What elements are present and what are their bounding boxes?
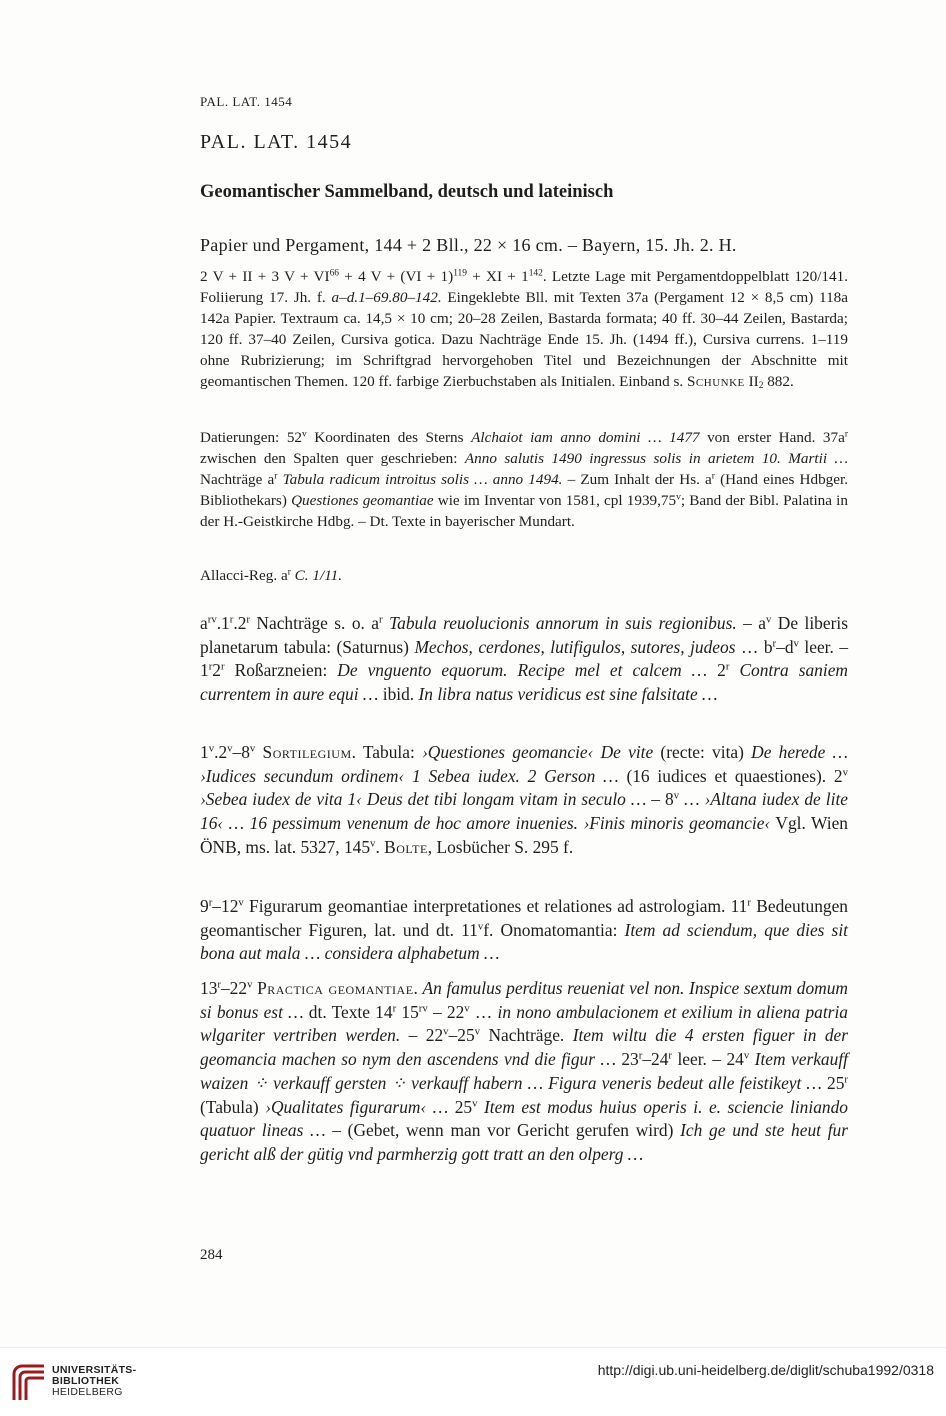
document-id: PAL. LAT. 1454 (200, 131, 353, 153)
logo-text-line-3: HEIDELBERG (52, 1386, 123, 1398)
page-number: 284 (200, 1247, 223, 1263)
content-paragraph-3: 9$^r$–12$^v$ Figurarum geomantiae interpretationes et relationes ad astrologiam. 11$^r$ Bedeutungen geomantischer Figuren, lat. und dt. 11$^v$f. Onomatomantia: Item ad sciendum, que dies sit bona aut mala … considera alphabetum … (200, 896, 849, 964)
physical-description: Papier und Pergament, 144 + 2 Bll., 22 × 16 cm. – Bayern, 15. Jh. 2. H. (200, 235, 737, 255)
document-title: Geomantischer Sammelband, deutsch und lateinisch (200, 182, 614, 202)
source-url-link[interactable]: http://digi.ub.uni-heidelberg.de/diglit/schuba1992/0318 (597, 1362, 934, 1378)
library-logo-icon (10, 1362, 50, 1404)
dating-paragraph: Datierungen: 52$^v$ Koordinaten des Sterns Alchaiot iam anno domini … 1477 von erster Hand. $37a^r$ zwischen den Spalten quer geschrieben: Anno salutis 1490 ingressus solis in arietem 10. Martii … Nachträge $a^r$ Tabula radicum introitus solis … anno 1494. – Zum Inhalt der Hs. $a^r$ (Hand eines Hdbger. Bibliothekars) Questiones geomantiae wie im Inventar von 1581, cpl 1939,75$^v$; Band der Bibl. Palatina in der H.-Geistkirche Hdbg. – Dt. Texte in bayerischer Mundart. (200, 429, 849, 531)
running-head: PAL. LAT. 1454 (200, 94, 293, 109)
allacci-reference: Allacci-Reg. $a^r$ C. 1/11. (200, 567, 343, 584)
logo-text-line-2: BIBLIOTHEK (52, 1375, 120, 1387)
content-paragraph-1: $a^{rv}.1^r.2^r$ Nachträge s. o. $a^r$ Tabula reuolucionis annorum in suis regionibus. – $a^v$ De liberis planetarum tabula: (Saturnus) Mechos, cerdones, lutifigulos, sutores, judeos … $b^r-d^v$ leer. – 1$^r$2$^r$ Roßarzneien: De vnguento equorum. Recipe mel et calcem … 2$^r$ Contra saniem currentem in aure equi … ibid. In libra natus veridicus est sine falsitate … (200, 613, 849, 705)
footer-bar (0, 1347, 946, 1416)
logo-text-line-1: UNIVERSITÄTS- (52, 1364, 137, 1376)
collation-paragraph: 2 V + II + 3 $V + VI^{66} + 4$ V + (VI + 1)$^{119}$ + XI + $1^{142}$. Letzte Lage mit Pergamentdoppelblatt 120/141. Foliierung 17. Jh. f. a–d.1–69.80–142. Eingeklebte Bll. mit Texten 37a (Pergament 12 × 8,5 cm) 118a 142a Papier. Textraum ca. 14,5 × 10 cm; 20–28 Zeilen, Bastarda formata; 40 ff. 30–44 Zeilen, Bastarda; 120 ff. 37–40 Zeilen, Cursiva gotica. Dazu Nachträge Ende 15. Jh. (1494 ff.), Cursiva currens. 1–119 ohne Rubrizierung; im Schriftgrad hervorgehoben Titel und Bezeichnungen der Abschnitte mit geomantischen Themen. 120 ff. farbige Zierbuchstaben als Initialen. Einband s. Schunke $II_2$ 882. (200, 268, 849, 392)
content-paragraph-4: 13$^r$–22$^v$ Practica geomantiae. An famulus perditus reueniat vel non. Inspice sextum domum si bonus est … dt. Texte 14$^r$ $15^{rv} - 22^v$ … in nono ambulacionem et exilium in aliena patria wlgariter vertriben werden. – 22$^v$–25$^v$ Nachträge. Item wiltu die 4 ersten figuer in der geomancia machen so nym den ascendens vnd die figur … 23$^r$–24$^r$ leer. – 24$^v$ Item verkauff waizen ⁘ verkauff gersten ⁘ verkauff habern … Figura veneris bedeut alle feistikeyt … 25$^r$ (Tabula) ›Qualitates figurarum‹ … 25$^v$ Item est modus huius operis i. e. sciencie liniando quatuor lineas … – (Gebet, wenn man vor Gericht gerufen wird) Ich ge und ste heut fur gericht alß der gütig vnd parmherzig gott tratt an den olperg … (200, 978, 849, 1164)
content-paragraph-2: 1$^v$.2$^v$–8$^v$ Sortilegium. Tabula: ›Questiones geomancie‹ De vite (recte: vita) De herede … ›Iudices secundum ordinem‹ 1 Sebea iudex. 2 Gerson … (16 iudices et quaestiones). 2$^v$ ›Sebea iudex de vita 1‹ Deus det tibi longam vitam in seculo … – 8$^v$ … ›Altana iudex de lite 16‹ … 16 pessimum venenum de hoc amore inuenies. ›Finis minoris geomancie‹ Vgl. Wien ÖNB, ms. lat. 5327, 145$^v$. Bolte, Losbücher S. 295 f. (200, 742, 848, 857)
